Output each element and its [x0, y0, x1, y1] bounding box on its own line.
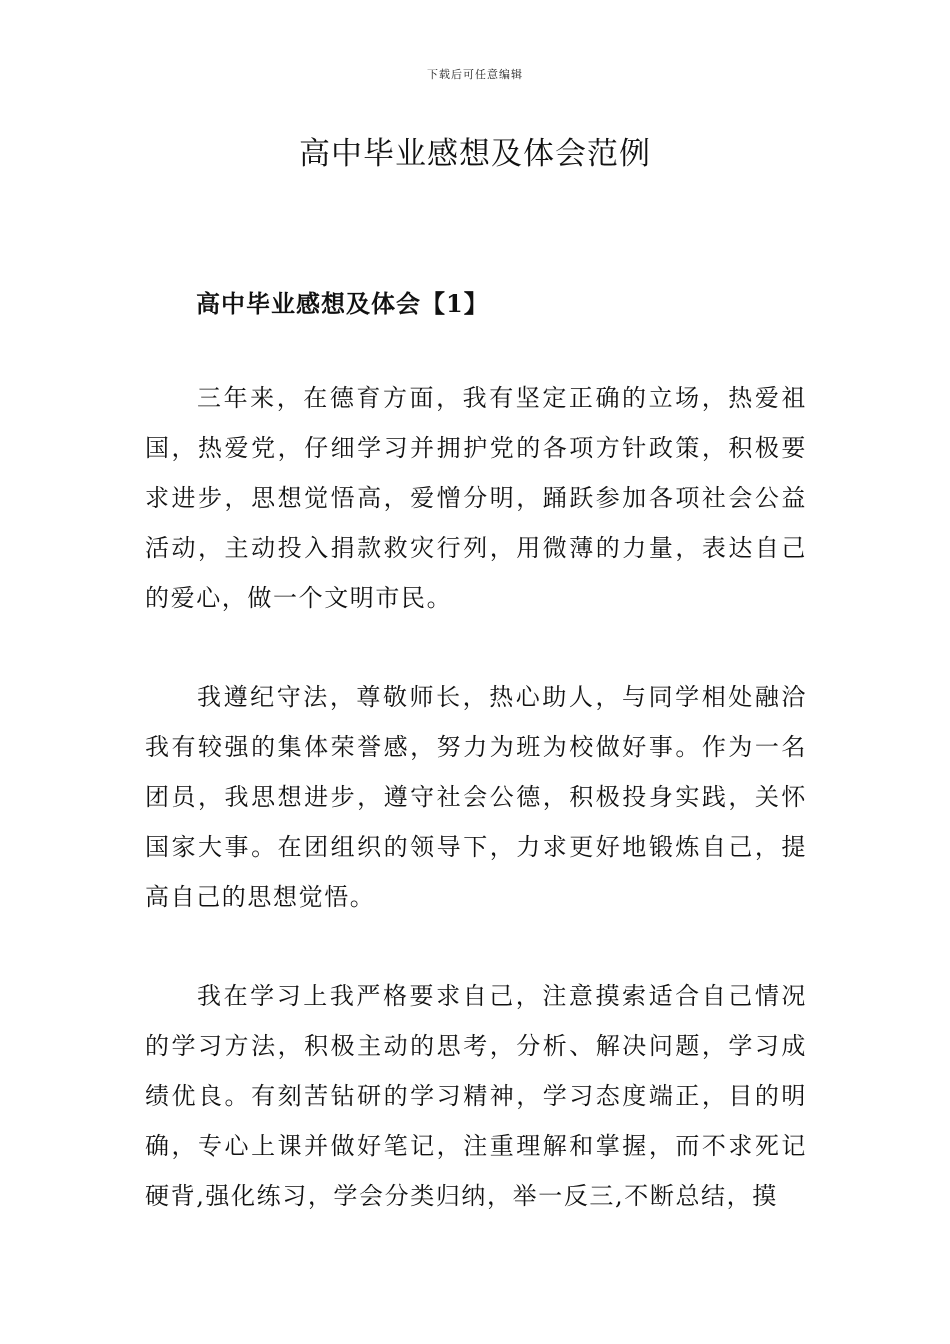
header-note: 下载后可任意编辑: [427, 68, 523, 81]
paragraph: 三年来，在德育方面，我有坚定正确的立场，热爱祖国，热爱党，仔细学习并拥护党的各项方针政策，积极要求进步，思想觉悟高，爱憎分明，踊跃参加各项社会公益活动，主动投入捐款救灾行列，用微薄的力量，表达自己的爱心，做一个文明市民。: [145, 384, 807, 612]
paragraph: 我遵纪守法，尊敬师长，热心助人，与同学相处融洽我有较强的集体荣誉感，努力为班为校做好事。作为一名团员，我思想进步，遵守社会公德，积极投身实践，关怀国家大事。在团组织的领导下，力求更好地锻炼自己，提高自己的思想觉悟。: [145, 683, 807, 911]
section-heading: 高中毕业感想及体会【1】: [196, 289, 489, 318]
paragraph: 我在学习上我严格要求自己，注意摸索适合自己情况的学习方法，积极主动的思考，分析、解决问题，学习成绩优良。有刻苦钻研的学习精神，学习态度端正，目的明确，专心上课并做好笔记，注重理解和掌握，而不求死记硬背,强化练习，学会分类归纳，举一反三,不断总结，摸: [145, 982, 807, 1210]
document-title: 高中毕业感想及体会范例: [299, 136, 651, 172]
